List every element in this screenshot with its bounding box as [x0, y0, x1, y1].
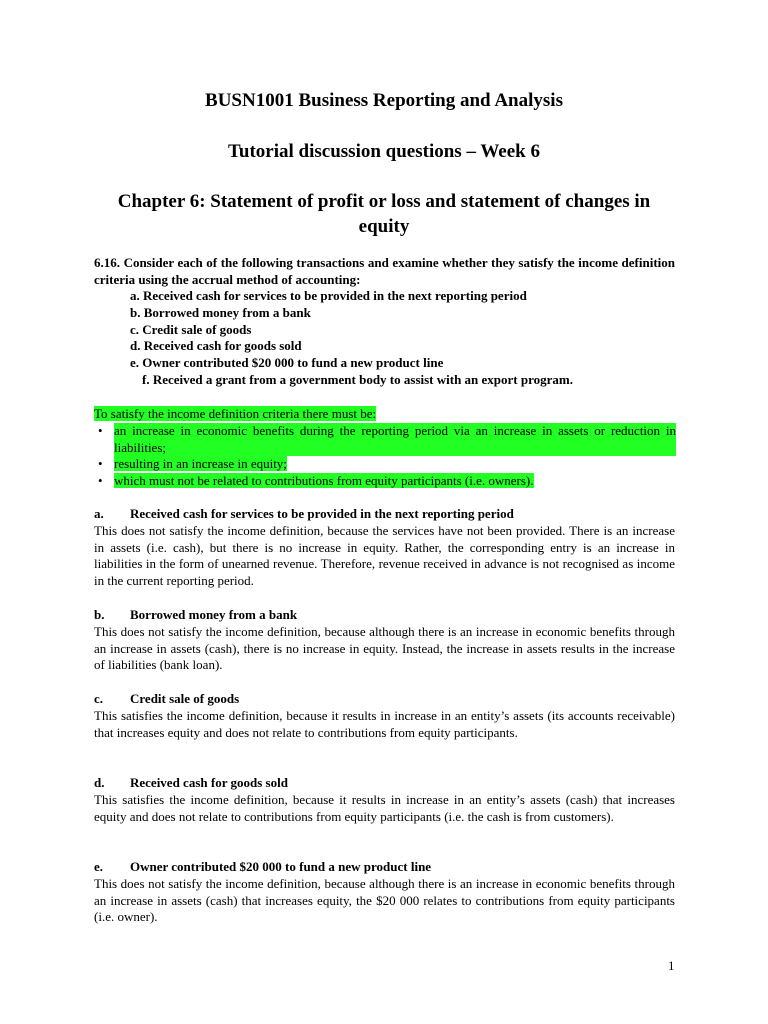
question-item-a: a. Received cash for services to be provided in the next reporting period — [130, 288, 527, 303]
question-item-f: f. Received a grant from a government body to assist with an export program. — [142, 371, 573, 387]
course-title: BUSN1001 Business Reporting and Analysis — [205, 90, 563, 111]
criteria-lead: To satisfy the income definition criteria there must be: — [94, 406, 377, 421]
answer-text: This does not satisfy the income definition, because although there is an increase in economic benefits through an increase in assets (cash), there is no increase in equity. Instead, the increase in assets results in the increase of liabilities (bank loan). — [94, 623, 675, 673]
answer-heading: Borrowed money from a bank — [130, 607, 298, 622]
answer-b — [94, 607, 675, 674]
page-number: 1 — [668, 958, 675, 973]
answer-letter: c. — [94, 691, 104, 706]
question-item-list — [130, 288, 690, 389]
criteria-bullet: • an increase in economic benefits during the reporting period via an increase in assets or reduction in liabilities; — [94, 423, 676, 457]
criteria-bullet-list — [94, 423, 676, 490]
chapter-title: Chapter 6: Statement of profit or loss and statement of changes in equity — [117, 191, 651, 237]
answer-heading: Owner contributed $20 000 to fund a new product line — [130, 859, 432, 874]
answer-c — [94, 691, 675, 741]
question-item-d: d. Received cash for goods sold — [130, 338, 302, 354]
answer-a — [94, 506, 675, 590]
answer-text: This does not satisfy the income definition, because the services have not been provided. There is an increase in assets (i.e. cash), but there is no increase in equity. Rather, the corresponding entry is an increase in liabilities in the form of unearned revenue. Therefore, revenue received in advance is not recognised as income in the current reporting period. — [94, 522, 675, 589]
question-intro: 6.16. Consider each of the following transactions and examine whether they satisfy the income definition criteria using the accrual method of accounting: — [94, 255, 675, 287]
answer-e — [94, 859, 675, 926]
question-item-b: b. Borrowed money from a bank — [130, 304, 311, 320]
answer-heading: Received cash for services to be provided in the next reporting period — [130, 506, 514, 521]
answer-heading: Received cash for goods sold — [130, 775, 288, 790]
answer-letter: d. — [94, 775, 105, 790]
answer-letter: e. — [94, 859, 104, 874]
answer-d — [94, 775, 675, 825]
answer-text: This satisfies the income definition, because it results in increase in an entity’s assets (cash) that increases equity and does not relate to contributions from equity participants (i.e. the cash is from customers). — [94, 791, 675, 824]
answer-text: This does not satisfy the income definition, because although there is an increase in economic benefits through an increase in assets (cash) that increases equity, the $20 000 relates to contributions from equity participants (i.e. owner). — [94, 875, 675, 925]
answer-letter: a. — [94, 506, 104, 521]
criteria-bullet: • which must not be related to contributions from equity participants (i.e. owners). — [94, 473, 676, 490]
tutorial-title: Tutorial discussion questions – Week 6 — [227, 141, 540, 162]
answer-letter: b. — [94, 607, 105, 622]
question-item-c: c. Credit sale of goods — [130, 321, 252, 337]
answer-text: This satisfies the income definition, because it results in increase in an entity’s assets (its accounts receivable) that increases equity and does not relate to contributions from equity participants. — [94, 707, 675, 740]
answer-heading: Credit sale of goods — [130, 691, 240, 706]
criteria-bullet: • resulting in an increase in equity; — [94, 456, 676, 473]
question-item-e: e. Owner contributed $20 000 to fund a new product line — [130, 355, 444, 371]
criteria-block — [94, 406, 676, 490]
